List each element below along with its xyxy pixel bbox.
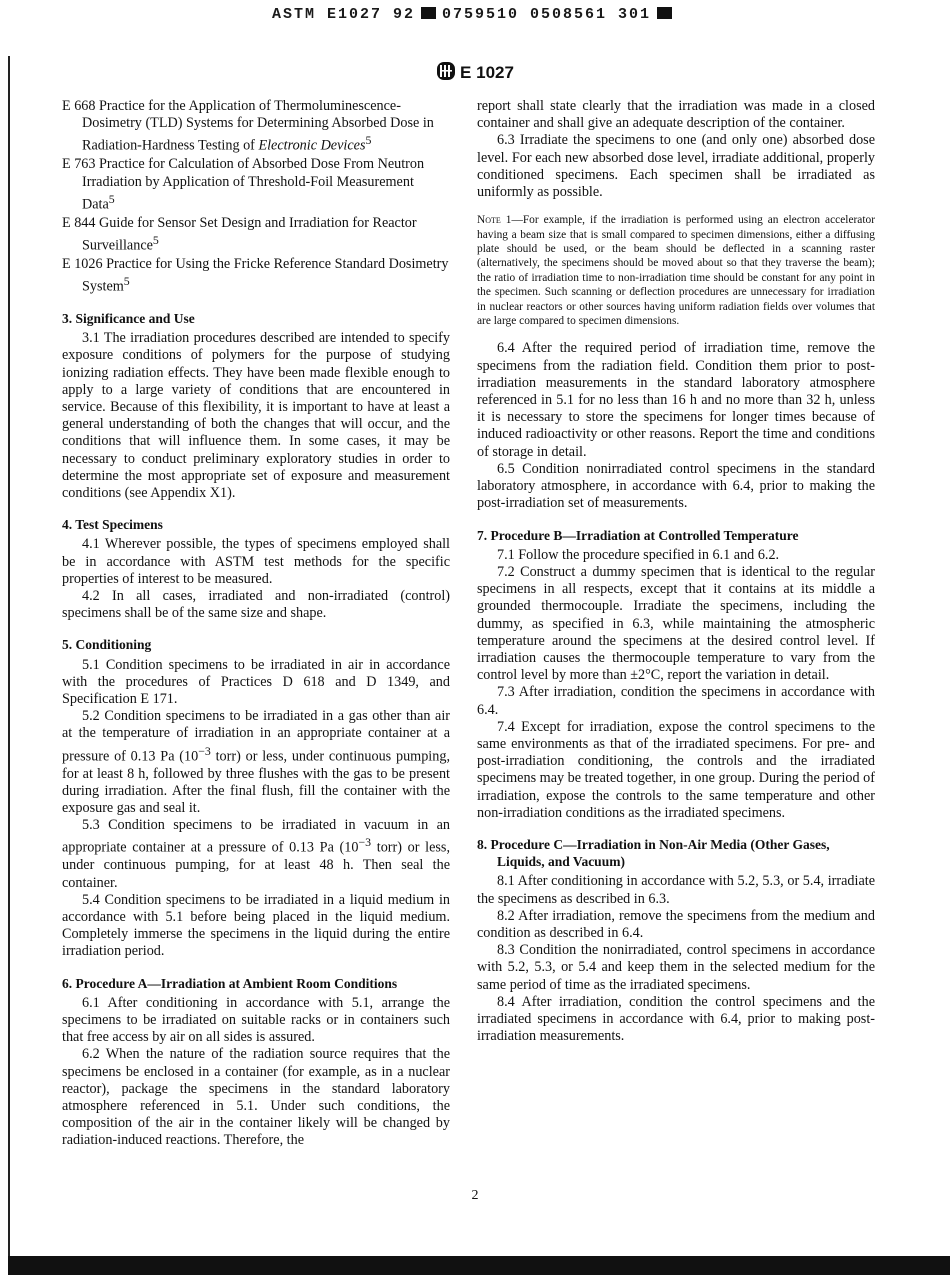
paragraph-4-2: 4.2 In all cases, irradiated and non-irradiated (control) specimens shall be of the same size and shape.	[62, 588, 450, 622]
section-title-8: 8. Procedure C—Irradiation in Non-Air Media (Other Gases, Liquids, and Vacuum)	[477, 836, 830, 870]
paragraph-5-2: 5.2 Condition specimens to be irradiated in a gas other than air at the temperature of irradiation in an appropriate container at a pressure of 0.13 Pa ($10^{-3}$ torr) or less, under continuous pumping, for at least 8 h, followed by three flushes with the gas to be present during irradiation. After the final flush, fill the container with the exposure gas and seal it.	[62, 708, 450, 816]
paragraph-8-1: 8.1 After conditioning in accordance with 5.2, 5.3, or 5.4, irradiate the specimens as described in 6.3.	[477, 873, 875, 907]
paragraph-7-4: 7.4 Except for irradiation, expose the control specimens to the same environments as that of the irradiated specimens. For pre- and post-irradiation conditioning, the controls and the irradiated specimens may be treated together, in one group. During the period of irradiation, expose the controls to the same temperature and other non-irradiation conditions as the irradiated specimens.	[477, 718, 875, 821]
paragraph-8-2: 8.2 After irradiation, remove the specimens from the medium and condition as described in 6.4.	[477, 907, 875, 941]
astm-logo-icon	[436, 60, 456, 87]
paragraph-7-3: 7.3 After irradiation, condition the specimens in accordance with 6.4.	[477, 684, 875, 718]
paragraph-4-1: 4.1 Wherever possible, the types of specimens employed shall be in accordance with ASTM test methods for the specific properties of interest to be measured.	[62, 536, 450, 587]
note-label: Note 1	[477, 214, 512, 227]
page-number: 2	[471, 1188, 479, 1203]
section-title-6: 6. Procedure A—Irradiation at Ambient Room Conditions	[62, 975, 398, 991]
paragraph-5-1: 5.1 Condition specimens to be irradiated in air in accordance with the procedures of Practices D 618 and D 1349, and Specification E 171.	[62, 656, 450, 708]
paragraph-5-4: 5.4 Condition specimens to be irradiated in a liquid medium in accordance with 5.1 before being placed in the liquid medium. Completely immerse the specimens in the liquid during the entire irradiation period.	[62, 891, 450, 960]
scan-header-right: 0759510 0508561 301	[442, 6, 652, 23]
paragraph-6-5: 6.5 Condition nonirradiated control specimens in the standard laboratory atmosphere, in accordance with 6.4, prior to making the post-irradiation set of measurements.	[477, 460, 875, 512]
section-title-3: 3. Significance and Use	[62, 310, 195, 326]
scan-bottom-bar	[8, 1256, 950, 1275]
paragraph-8-3: 8.3 Condition the nonirradiated, control specimens in accordance with 5.2, 5.3, or 5.4 and keep them in the selected medium for the same period of time as the irradiated specimens.	[477, 942, 875, 993]
section-title-7: 7. Procedure B—Irradiation at Controlled Temperature	[477, 527, 799, 543]
reference-item: E 763 Practice for Calculation of Absorbed Dose From Neutron Irradiation by Application of Threshold-Foil Measurement Data$^5$	[62, 156, 425, 213]
reference-item: E 668 Practice for the Application of Thermoluminescence-Dosimetry (TLD) Systems for Determining Absorbed Dose in Radiation-Hardness Testing of Electronic Devices$^5$	[62, 98, 434, 155]
paragraph-6-2-continued: report shall state clearly that the irradiation was made in a closed container and shall give an adequate description of the container.	[477, 98, 875, 132]
scan-edge-line	[8, 56, 10, 1256]
paragraph-7-2: 7.2 Construct a dummy specimen that is identical to the regular specimens in all respects, except that it contains at its middle a grounded thermocouple. Irradiate the specimens, including the dummy, as specified in 6.3, while maintaining the atmospheric temperature around the specimens at the desired control level. If irradiation causes the thermocouple temperature to vary from the control level by more than ±2°C, report the variation in detail.	[477, 563, 875, 684]
paragraph-6-1: 6.1 After conditioning in accordance with 5.1, arrange the specimens to be irradiated on suitable racks or in containers such that free access by air on all sides is assured.	[62, 994, 450, 1046]
paragraph-8-4: 8.4 After irradiation, condition the control specimens and the irradiated specimens in accordance with 6.4, prior to making post-irradiation measurements.	[477, 993, 875, 1045]
note-text: —For example, if the irradiation is performed using an electron accelerator having a beam size that is small compared to specimen dimensions, either a diffusing plate should be used, or the beam should be deflected in a scanning raster (alternatively, the specimens should be moved about so that they traverse the beam); the ratio of irradiation time to non-irradiation time should be constant for any point in the specimen. Such scanning or deflection procedures are unnecessary for irradiation in nuclear reactors or other sources having uniform radiation fields over volumes that are large compared to specimen dimensions.	[477, 214, 876, 328]
black-block-mark	[421, 7, 436, 19]
scan-header-left: ASTM E1027 92	[271, 6, 415, 23]
paragraph-5-3: 5.3 Condition specimens to be irradiated in vacuum in an appropriate container at a pressure of 0.13 Pa ($10^{-3}$ torr) or less, under continuous pumping, for at least 48 h. Then seal the container.	[62, 817, 450, 891]
paragraph-7-1: 7.1 Follow the procedure specified in 6.1 and 6.2.	[497, 546, 780, 563]
black-block-mark	[657, 7, 672, 19]
document-header	[0, 60, 950, 87]
section-title-4: 4. Test Specimens	[62, 517, 163, 533]
paragraph-3-1: 3.1 The irradiation procedures described are intended to specify exposure conditions of polymers for the purpose of studying ionizing radiation effects. They have been made flexible enough to apply to a large variety of conditions that are encountered in service. Because of this flexibility, it is important to have at least a general understanding of both the changes that will occur, and the conditions that will influence them. In some cases, it may be necessary to conduct preliminary exploratory studies in order to determine the most appropriate set of exposure and measurement conditions (see Appendix X1).	[62, 330, 450, 501]
designation-title: E 1027	[460, 62, 514, 82]
note-1	[477, 213, 875, 328]
reference-item: E 844 Guide for Sensor Set Design and Irradiation for Reactor Surveillance$^5$	[62, 214, 417, 254]
paragraph-6-4: 6.4 After the required period of irradiation time, remove the specimens from the radiation field. Condition them prior to post-irradiation measurements in the standard laboratory atmosphere referenced in 5.1 for no less than 16 h and no more than 32 h, unless it is necessary to store the specimens for longer times because of induced radioactivity or other reasons. Report the time and conditions of storage in detail.	[477, 340, 875, 460]
section-title-5: 5. Conditioning	[62, 637, 152, 653]
left-column	[62, 98, 450, 1150]
paragraph-6-2: 6.2 When the nature of the radiation source requires that the specimens be enclosed in a container (for example, as in a nuclear reactor), package the specimens in the standard laboratory atmosphere referenced in 5.1. Under such conditions, the composition of the air in the container likely will be changed by radiation-induced reactions. Therefore, the	[62, 1046, 450, 1149]
reference-item: E 1026 Practice for Using the Fricke Reference Standard Dosimetry System$^5$	[62, 255, 449, 295]
right-column	[477, 98, 875, 1045]
paragraph-6-3: 6.3 Irradiate the specimens to one (and only one) absorbed dose level. For each new absorbed dose level, irradiate additional, properly conditioned specimens. Each specimen shall be irradiated as uniformly as possible.	[477, 132, 875, 201]
scan-header-code	[0, 6, 950, 23]
